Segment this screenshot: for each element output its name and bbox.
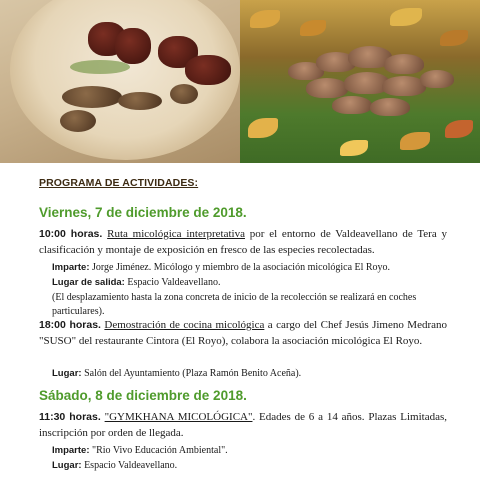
leaf	[248, 118, 278, 138]
imparte-label: Imparte:	[52, 445, 90, 456]
lugar-value: Espacio Valdeavellano.	[124, 277, 221, 288]
activity-title: Demostración de cocina micológica	[104, 319, 265, 331]
leaf	[445, 120, 473, 138]
photo-banner	[0, 0, 480, 168]
gymkhana-instructor	[52, 444, 447, 458]
leaf	[300, 20, 326, 36]
leaf	[340, 140, 368, 156]
day-heading-saturday: Sábado, 8 de diciembre de 2018.	[39, 388, 247, 403]
mushroom-cap	[420, 70, 454, 88]
mushroom-cap	[332, 96, 372, 114]
mushroom-slice	[60, 110, 96, 132]
leaf	[440, 30, 468, 46]
imparte-value: "Rio Vivo Educación Ambiental".	[89, 445, 228, 456]
activity-time: 10:00 horas.	[39, 228, 103, 240]
leaf	[390, 8, 422, 26]
imparte-value: Jorge Jiménez. Micólogo y miembro de la asociación micológica El Royo.	[89, 262, 391, 273]
activity-text: . Edades de 6 a 14 años. Plazas Limitadas, inscripción por orden de llegada.	[39, 411, 448, 439]
leaf	[400, 132, 430, 150]
meat-piece	[185, 55, 231, 85]
activity-text: por el entorno de Valdeavellano de Tera y clasificación y montaje de exposición en fresco de las especies recolectadas.	[39, 228, 447, 256]
mushroom-slice	[170, 84, 198, 104]
mushroom-cap	[306, 78, 348, 98]
lugar-label: Lugar de salida:	[52, 277, 125, 288]
dish-photo	[0, 0, 240, 163]
activity-gymkhana	[39, 410, 447, 441]
activity-cooking	[39, 318, 447, 349]
lugar-value: Salón del Ayuntamiento (Plaza Ramón Benito Aceña).	[81, 368, 302, 379]
gymkhana-location	[52, 459, 447, 473]
activity-time: 11:30 horas.	[39, 411, 101, 423]
imparte-label: Imparte:	[52, 262, 90, 273]
activity-title: Ruta micológica interpretativa	[107, 228, 245, 240]
route-note: (El desplazamiento hasta la zona concreta de inicio de la recolección se realizará en coches particulares).	[52, 292, 417, 317]
mushroom-slice	[62, 86, 122, 108]
activity-text: a cargo del Chef Jesús Jimeno Medrano "SUSO" del restaurante Cintora (El Royo), colabora la asociación micológica El Royo.	[39, 319, 447, 347]
mushroom-cluster-photo	[240, 0, 480, 163]
activity-time: 18:00 horas.	[39, 319, 101, 331]
herb-garnish	[70, 60, 130, 74]
day-heading-friday: Viernes, 7 de diciembre de 2018.	[39, 205, 247, 220]
mushroom-cap	[370, 98, 410, 116]
route-location	[52, 276, 447, 290]
lugar-value: Espacio Valdeavellano.	[81, 460, 178, 471]
leaf	[250, 10, 280, 28]
activity-title: "GYMKHANA MICOLÓGICA"	[104, 411, 253, 423]
section-title: PROGRAMA DE ACTIVIDADES:	[39, 177, 199, 189]
lugar-label: Lugar:	[52, 460, 82, 471]
mushroom-slice	[118, 92, 162, 110]
meat-piece	[115, 28, 151, 64]
lugar-label: Lugar:	[52, 368, 82, 379]
route-instructor	[52, 261, 447, 275]
cooking-location	[52, 367, 447, 381]
mushroom-cap	[384, 54, 424, 74]
activity-route	[39, 227, 447, 258]
